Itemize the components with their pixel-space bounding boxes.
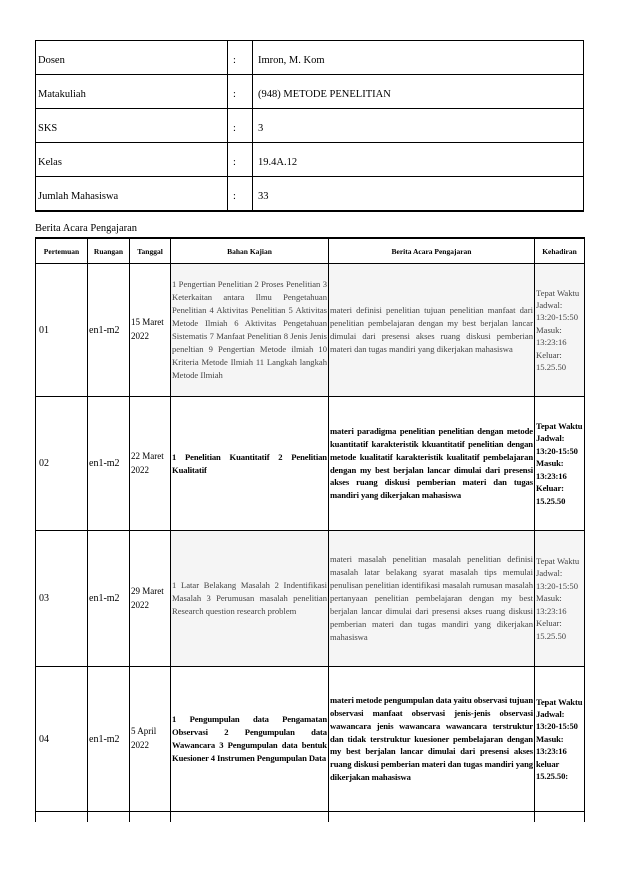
table-header-row <box>36 238 585 264</box>
cell-bahan-kajian: 1 Latar Belakang Masalah 2 Indentifikasi Masalah 3 Perumusan masalah penelitian Research question research problem <box>171 531 329 667</box>
cell-pertemuan: 03 <box>36 531 88 667</box>
info-label: Dosen <box>36 41 228 75</box>
table-row <box>36 531 585 667</box>
cell-empty <box>36 812 88 823</box>
cell-tanggal: 5 April 2022 <box>130 667 171 812</box>
cell-empty <box>88 812 130 823</box>
cell-empty <box>329 812 535 823</box>
info-label: Kelas <box>36 143 228 177</box>
header-tanggal: Tanggal <box>130 238 171 264</box>
cell-pertemuan: 01 <box>36 264 88 397</box>
cell-bahan-kajian: 1 Pengumpulan data Pengamatan Observasi 2 Pengumpulan data Wawancara 3 Pengumpulan data bentuk Kuesioner 4 Instrumen Pengumpulan Data <box>171 667 329 812</box>
cell-ruangan: en1-m2 <box>88 264 130 397</box>
info-label: SKS <box>36 109 228 143</box>
info-row-matakuliah <box>36 75 584 109</box>
info-colon: : <box>228 143 253 177</box>
cell-berita-acara: materi definisi penelitian tujuan penelitian manfaat dari penelitian pembelajaran dengan my best berjalan lancar dimulai dari presensi akses ruang diskusi pemberian materi dan tugas mandiri yang dikerjakan mahasiswa <box>329 264 535 397</box>
table-row <box>36 667 585 812</box>
info-row-jumlah-mahasiswa <box>36 177 584 212</box>
info-colon: : <box>228 41 253 75</box>
table-row <box>36 397 585 531</box>
header-pertemuan: Pertemuan <box>36 238 88 264</box>
header-bahan-kajian: Bahan Kajian <box>171 238 329 264</box>
cell-bahan-kajian: 1 Pengertian Penelitian 2 Proses Penelitian 3 Keterkaitan antara Ilmu Pengetahuan Penelitian 4 Aktivitas Penelitian 5 Aktivitas Metode Ilmiah 6 Aktivitas Pengetahuan Sistematis 7 Manfaat Penelitian 8 Jenis Jenis peneltian 9 Pengertian Metode ilmiah 10 Kriteria Metode Ilmiah 11 Langkah langkah Metode Ilmiah <box>171 264 329 397</box>
cell-pertemuan: 04 <box>36 667 88 812</box>
cell-kehadiran: Tepat Waktu Jadwal: 13:20-15:50 Masuk: 13:23:16 Keluar: 15.25.50 <box>535 397 585 531</box>
info-row-sks <box>36 109 584 143</box>
info-value: 33 <box>253 177 584 212</box>
cell-empty <box>130 812 171 823</box>
cell-ruangan: en1-m2 <box>88 667 130 812</box>
info-label: Matakuliah <box>36 75 228 109</box>
info-colon: : <box>228 75 253 109</box>
cell-tanggal: 15 Maret 2022 <box>130 264 171 397</box>
header-kehadiran: Kehadiran <box>535 238 585 264</box>
section-title: Berita Acara Pengajaran <box>35 223 138 234</box>
cell-berita-acara: materi masalah penelitian masalah penelitian definisi masalah latar belakang syarat masalah tips memulai penulisan penelitian identifikasi masalah rumusan masalah pertanyaan penelitian pembelajaran dengan my best berjalan lancar dimulai dari presensi akses ruang diskusi pemberian materi dan tugas mandiri yang dikerjakan mahasiswa <box>329 531 535 667</box>
info-row-kelas <box>36 143 584 177</box>
cell-kehadiran: Tepat Waktu Jadwal: 13:20-15:50 Masuk: 13:23:16 Keluar: 15.25.50 <box>535 264 585 397</box>
info-colon: : <box>228 177 253 212</box>
cell-tanggal: 22 Maret 2022 <box>130 397 171 531</box>
cell-berita-acara: materi metode pengumpulan data yaitu observasi tujuan observasi manfaat observasi jenis-jenis observasi wawancara jenis wawancara wawancara terstruktur dan tidak terstruktur kuesioner pembelajaran dengan my best berjalan lancar dimulai dari presensi akses ruang diskusi pemberian materi dan tugas mandiri yang dikerjakan mahasiswa <box>329 667 535 812</box>
header-berita-acara: Berita Acara Pengajaran <box>329 238 535 264</box>
cell-ruangan: en1-m2 <box>88 531 130 667</box>
info-value: 3 <box>253 109 584 143</box>
info-row-dosen <box>36 41 584 75</box>
info-value: Imron, M. Kom <box>253 41 584 75</box>
berita-acara-table <box>35 237 585 822</box>
cell-kehadiran: Tepat Waktu Jadwal: 13:20-15:50 Masuk: 13:23:16 keluar 15.25.50: <box>535 667 585 812</box>
cell-bahan-kajian: 1 Penelitian Kuantitatif 2 Penelitian Kualitatif <box>171 397 329 531</box>
info-value: 19.4A.12 <box>253 143 584 177</box>
cell-ruangan: en1-m2 <box>88 397 130 531</box>
cell-empty <box>171 812 329 823</box>
course-info-table <box>35 40 584 212</box>
info-label: Jumlah Mahasiswa <box>36 177 228 212</box>
cell-tanggal: 29 Maret 2022 <box>130 531 171 667</box>
cell-pertemuan: 02 <box>36 397 88 531</box>
info-colon: : <box>228 109 253 143</box>
cell-berita-acara: materi paradigma penelitian penelitian dengan metode kuantitatif karakteristik kkuantitatif penelitian dengan metode kualitatif karakteristik kualitatif pembelajaran dengan my best berjalan lancar dimulai dari presensi akses ruang diskusi pemberian materi dan tugas mandiri yang dikerjakan mahasiswa <box>329 397 535 531</box>
cell-kehadiran: Tepat Waktu Jadwal: 13:20-15:50 Masuk: 13:23:16 Keluar: 15.25.50 <box>535 531 585 667</box>
table-row <box>36 264 585 397</box>
info-value: (948) METODE PENELITIAN <box>253 75 584 109</box>
cell-empty <box>535 812 585 823</box>
table-row-cut <box>36 812 585 823</box>
header-ruangan: Ruangan <box>88 238 130 264</box>
